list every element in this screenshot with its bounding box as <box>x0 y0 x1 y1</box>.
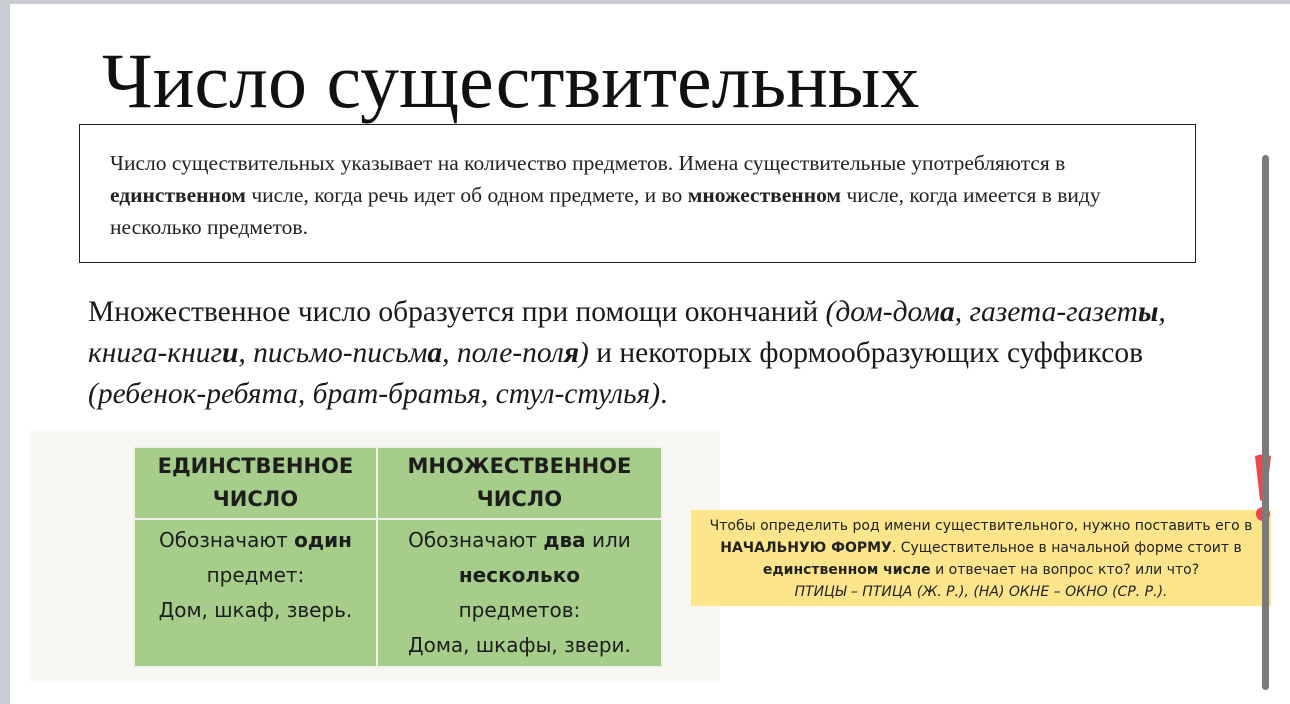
paragraph-text: и некоторых формообразующих суффиксов <box>588 337 1143 369</box>
example-text: , письмо-письм <box>238 337 428 369</box>
definition-text: Число существительных указывает на количество предметов. Имена существительные употребляются в <box>110 151 1066 175</box>
note-text: и отвечает на вопрос кто? или что? <box>930 562 1200 578</box>
table-header-plural: МНОЖЕСТВЕННОЕ ЧИСЛО <box>377 447 662 519</box>
example-text: ) <box>579 337 589 369</box>
definition-bold-plural: множественном <box>687 183 842 207</box>
cell-text: Обозначают <box>158 528 295 552</box>
plural-formation-paragraph <box>88 292 1198 415</box>
example-text: , газета-газет <box>954 296 1138 328</box>
note-bold: НАЧАЛЬНУЮ ФОРМУ <box>720 540 892 556</box>
example-ending: а <box>939 296 955 328</box>
page-title: Число существительных <box>102 37 920 124</box>
cell-text: предмет: <box>206 563 305 587</box>
cell-text: или <box>585 528 631 552</box>
cell-text: Обозначают <box>408 528 544 552</box>
example-ending: и <box>221 337 239 369</box>
example-text: (дом-дом <box>825 296 940 328</box>
example-ending: я <box>563 337 580 369</box>
paragraph-text: . <box>660 378 668 410</box>
note-text: Чтобы определить род имени существительного, нужно поставить его в <box>709 518 1253 534</box>
paragraph-text: Множественное число образуется при помощи окончаний <box>88 296 826 328</box>
note-text: . Существительное в начальной форме стоит в <box>891 540 1242 556</box>
cell-examples: Дома, шкафы, звери. <box>407 633 631 657</box>
scrollbar[interactable] <box>1262 155 1269 690</box>
cell-bold: два <box>543 528 586 552</box>
example-ending: а <box>427 337 443 369</box>
definition-bold-singular: единственном <box>110 183 246 207</box>
note-example: ПТИЦЫ – ПТИЦА (Ж. Р.), (НА) ОКНЕ – ОКНО (СР. Р.). <box>794 584 1168 600</box>
table-cell-singular <box>134 519 377 667</box>
cell-bold: один <box>294 528 352 552</box>
cell-text: предметов: <box>458 598 581 622</box>
slide <box>10 4 1290 704</box>
example-text: , книга-книг <box>88 296 1166 369</box>
example-text: , поле-пол <box>442 337 564 369</box>
definition-text: числе, когда имеется в виду несколько предметов. <box>110 183 1101 239</box>
note-bold: единственном числе <box>762 562 931 578</box>
example-ending: ы <box>1137 296 1159 328</box>
number-table-image <box>30 430 720 682</box>
definition-text: числе, когда речь идет об одном предмете, и во <box>245 183 688 207</box>
cell-bold: несколько <box>458 563 581 587</box>
gender-note <box>691 510 1271 606</box>
table-cell-plural <box>377 519 662 667</box>
suffix-examples: (ребенок-ребята, брат-братья, стул-стулья) <box>88 378 661 410</box>
number-table <box>133 446 663 668</box>
cell-examples: Дом, шкаф, зверь. <box>158 598 353 622</box>
table-header-singular: ЕДИНСТВЕННОЕ ЧИСЛО <box>134 447 377 519</box>
definition-box <box>79 124 1196 263</box>
